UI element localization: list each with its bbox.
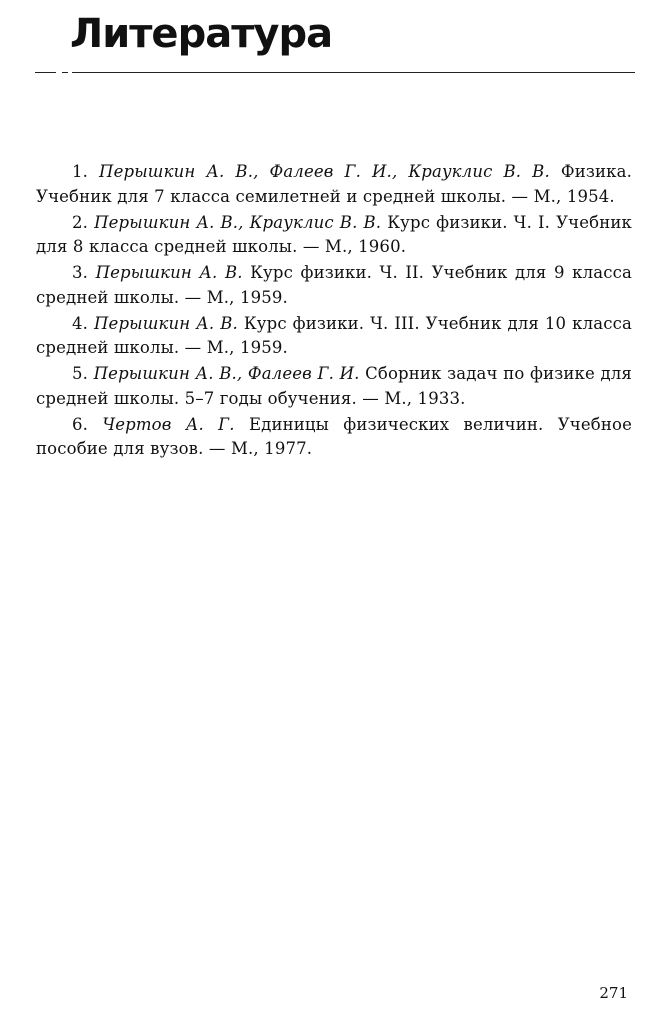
- reference-authors: Перышкин А. В.: [95, 263, 243, 282]
- reference-authors: Перышкин А. В., Фалеев Г. И., Крауклис В. В.: [99, 162, 550, 181]
- reference-text: Единицы физических величин. Учебное пособие для вузов. — М., 1977.: [36, 414, 632, 458]
- reference-list: [36, 160, 632, 463]
- reference-number: 4.: [72, 313, 89, 333]
- reference-item: [36, 211, 632, 260]
- reference-number: 6.: [72, 414, 89, 434]
- reference-item: [36, 362, 632, 411]
- reference-item: [36, 261, 632, 310]
- title-divider: [35, 72, 635, 73]
- reference-text: Курс физики. Ч. III. Учебник для 10 класса средней школы. — М., 1959.: [36, 313, 632, 357]
- divider-gap: [68, 70, 72, 75]
- reference-number: 1.: [72, 162, 89, 181]
- reference-number: 2.: [72, 212, 89, 232]
- reference-item: [36, 160, 632, 209]
- reference-text: Курс физики. Ч. II. Учебник для 9 класса средней школы. — М., 1959.: [36, 263, 632, 307]
- reference-text: Физика. Учебник для 7 класса семилетней и средней школы. — М., 1954.: [36, 162, 632, 206]
- reference-authors: Чертов А. Г.: [102, 414, 235, 434]
- reference-text: Сборник задач по физике для средней школы. 5–7 годы обучения. — М., 1933.: [36, 364, 632, 408]
- reference-number: 5.: [72, 364, 89, 383]
- reference-authors: Перышкин А. В., Крауклис В. В.: [94, 212, 382, 232]
- reference-item: [36, 413, 632, 462]
- page-number: 271: [599, 984, 628, 1002]
- reference-text: Курс физики. Ч. I. Учебник для 8 класса средней школы. — М., 1960.: [36, 212, 632, 256]
- divider-gap: [56, 70, 62, 75]
- reference-authors: Перышкин А. В., Фалеев Г. И.: [93, 364, 360, 383]
- reference-number: 3.: [72, 263, 89, 282]
- page-title: Литература: [70, 11, 333, 57]
- reference-authors: Перышкин А. В.: [93, 313, 238, 333]
- reference-item: [36, 312, 632, 361]
